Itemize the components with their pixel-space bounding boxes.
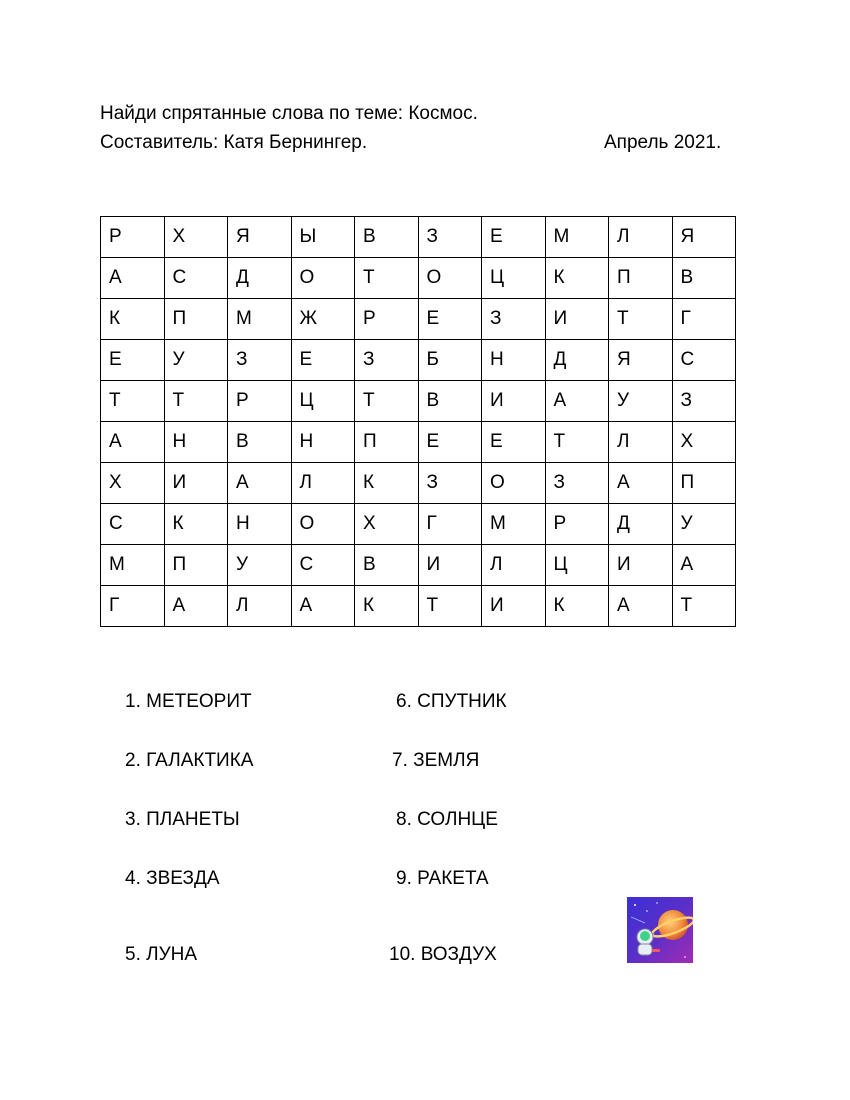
- grid-cell: Г: [101, 586, 165, 627]
- grid-cell: И: [164, 463, 228, 504]
- grid-cell: И: [482, 586, 546, 627]
- grid-cell: Т: [545, 422, 609, 463]
- grid-cell: И: [418, 545, 482, 586]
- grid-cell: М: [482, 504, 546, 545]
- grid-cell: З: [545, 463, 609, 504]
- grid-cell: Е: [418, 422, 482, 463]
- grid-cell: Н: [164, 422, 228, 463]
- grid-cell: А: [228, 463, 292, 504]
- grid-cell: П: [164, 299, 228, 340]
- grid-cell: Т: [355, 258, 419, 299]
- grid-cell: В: [228, 422, 292, 463]
- grid-cell: А: [545, 381, 609, 422]
- grid-cell: Ц: [291, 381, 355, 422]
- word-item: 9. РАКЕТА: [396, 868, 489, 889]
- grid-cell: Т: [101, 381, 165, 422]
- grid-cell: З: [418, 217, 482, 258]
- grid-row: [101, 545, 736, 586]
- word-item: 10. ВОЗДУХ: [389, 944, 497, 965]
- grid-cell: Ц: [482, 258, 546, 299]
- grid-cell: В: [418, 381, 482, 422]
- word-item: 5. ЛУНА: [125, 944, 198, 965]
- grid-cell: А: [672, 545, 736, 586]
- grid-cell: Е: [418, 299, 482, 340]
- grid-cell: К: [164, 504, 228, 545]
- grid-cell: С: [672, 340, 736, 381]
- word-item: 3. ПЛАНЕТЫ: [125, 809, 240, 830]
- grid-cell: С: [101, 504, 165, 545]
- word-item: 8. СОЛНЦЕ: [396, 809, 498, 830]
- word-search-grid: [100, 216, 736, 627]
- grid-cell: У: [609, 381, 673, 422]
- grid-cell: Е: [101, 340, 165, 381]
- grid-cell: В: [355, 217, 419, 258]
- grid-cell: М: [228, 299, 292, 340]
- grid-row: [101, 299, 736, 340]
- grid-cell: З: [228, 340, 292, 381]
- grid-cell: О: [291, 504, 355, 545]
- grid-cell: Ы: [291, 217, 355, 258]
- grid-cell: Р: [545, 504, 609, 545]
- grid-cell: С: [291, 545, 355, 586]
- grid-cell: Т: [164, 381, 228, 422]
- grid-cell: М: [101, 545, 165, 586]
- grid-cell: О: [291, 258, 355, 299]
- grid-cell: Л: [291, 463, 355, 504]
- grid-cell: З: [355, 340, 419, 381]
- grid-row: [101, 504, 736, 545]
- grid-cell: З: [482, 299, 546, 340]
- grid-cell: А: [164, 586, 228, 627]
- grid-cell: Х: [672, 422, 736, 463]
- grid-cell: Д: [228, 258, 292, 299]
- grid-cell: А: [609, 463, 673, 504]
- grid-cell: Ж: [291, 299, 355, 340]
- grid-cell: К: [545, 586, 609, 627]
- grid-cell: А: [291, 586, 355, 627]
- grid-cell: Х: [164, 217, 228, 258]
- grid-row: [101, 258, 736, 299]
- grid-cell: С: [164, 258, 228, 299]
- grid-cell: Т: [609, 299, 673, 340]
- grid-cell: Г: [418, 504, 482, 545]
- grid-cell: Я: [228, 217, 292, 258]
- grid-cell: И: [482, 381, 546, 422]
- grid-cell: Т: [672, 586, 736, 627]
- grid-row: [101, 217, 736, 258]
- grid-cell: Н: [482, 340, 546, 381]
- grid-cell: И: [545, 299, 609, 340]
- grid-cell: Л: [482, 545, 546, 586]
- word-item: 7. ЗЕМЛЯ: [392, 750, 480, 771]
- grid-cell: Е: [291, 340, 355, 381]
- grid-cell: О: [482, 463, 546, 504]
- grid-cell: Е: [482, 217, 546, 258]
- grid-cell: У: [228, 545, 292, 586]
- grid-cell: Б: [418, 340, 482, 381]
- grid-cell: А: [101, 422, 165, 463]
- word-item: 2. ГАЛАКТИКА: [125, 750, 254, 771]
- grid-cell: Х: [101, 463, 165, 504]
- grid-cell: Я: [672, 217, 736, 258]
- grid-cell: К: [545, 258, 609, 299]
- grid-row: [101, 381, 736, 422]
- grid-cell: Х: [355, 504, 419, 545]
- grid-row: [101, 586, 736, 627]
- grid-cell: Л: [228, 586, 292, 627]
- grid-cell: П: [164, 545, 228, 586]
- grid-cell: П: [355, 422, 419, 463]
- grid-row: [101, 422, 736, 463]
- grid-cell: П: [609, 258, 673, 299]
- grid-cell: Д: [609, 504, 673, 545]
- grid-cell: М: [545, 217, 609, 258]
- grid-cell: Г: [672, 299, 736, 340]
- grid-cell: Д: [545, 340, 609, 381]
- grid-cell: О: [418, 258, 482, 299]
- grid-cell: К: [101, 299, 165, 340]
- grid-cell: А: [101, 258, 165, 299]
- grid-cell: Н: [291, 422, 355, 463]
- grid-cell: З: [672, 381, 736, 422]
- grid-cell: К: [355, 463, 419, 504]
- author-line: Составитель: Катя Бернингер.: [100, 132, 368, 153]
- grid-cell: Р: [101, 217, 165, 258]
- word-item: 4. ЗВЕЗДА: [125, 868, 220, 889]
- grid-cell: Н: [228, 504, 292, 545]
- grid-cell: Л: [609, 422, 673, 463]
- grid-cell: Т: [355, 381, 419, 422]
- astronaut-planet-illustration: [627, 897, 693, 963]
- page-title: Найди спрятанные слова по теме: Космос.: [100, 103, 478, 124]
- grid-cell: Т: [418, 586, 482, 627]
- grid-cell: З: [418, 463, 482, 504]
- word-item: 1. МЕТЕОРИТ: [125, 691, 252, 712]
- grid-cell: Л: [609, 217, 673, 258]
- grid-cell: П: [672, 463, 736, 504]
- grid-cell: У: [672, 504, 736, 545]
- grid-cell: Р: [355, 299, 419, 340]
- grid-cell: Р: [228, 381, 292, 422]
- date-line: Апрель 2021.: [604, 132, 722, 153]
- grid-cell: В: [355, 545, 419, 586]
- grid-row: [101, 340, 736, 381]
- grid-cell: У: [164, 340, 228, 381]
- grid-cell: В: [672, 258, 736, 299]
- grid-cell: Я: [609, 340, 673, 381]
- grid-cell: Е: [482, 422, 546, 463]
- grid-cell: И: [609, 545, 673, 586]
- grid-cell: К: [355, 586, 419, 627]
- grid-row: [101, 463, 736, 504]
- word-item: 6. СПУТНИК: [396, 691, 507, 712]
- grid-cell: Ц: [545, 545, 609, 586]
- grid-cell: А: [609, 586, 673, 627]
